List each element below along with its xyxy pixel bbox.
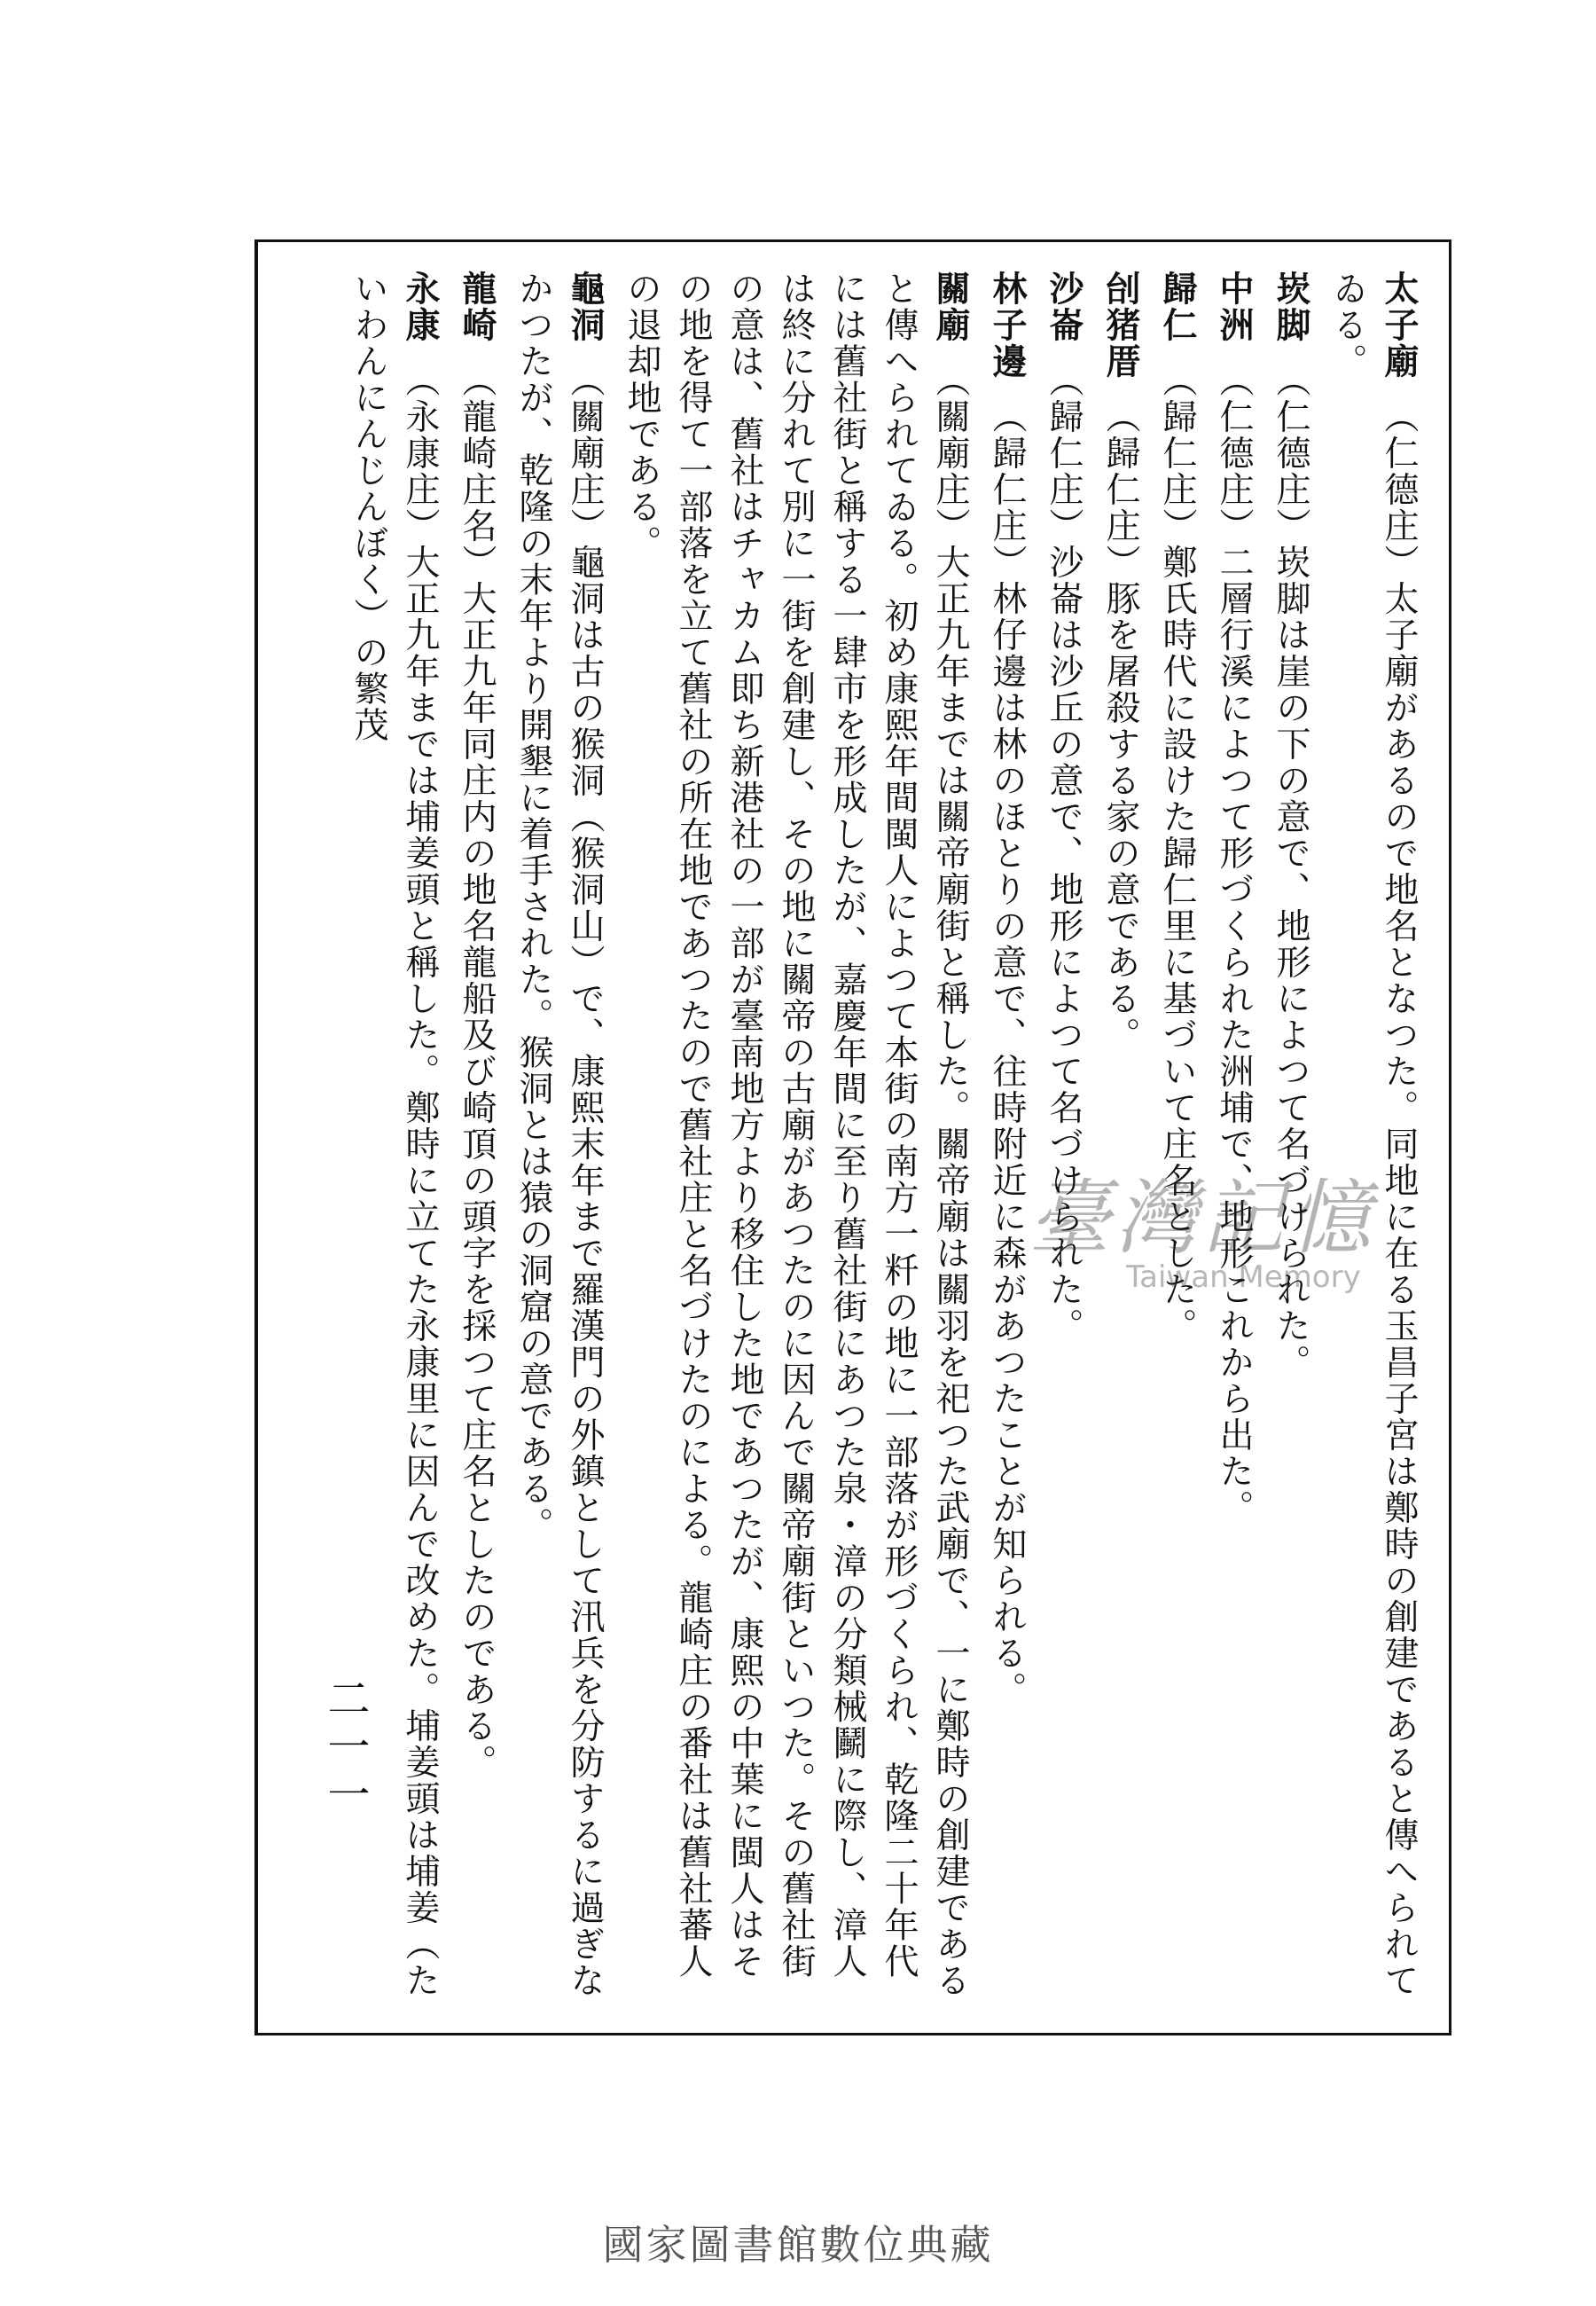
entry-taiziamiao xyxy=(1321,271,1424,2009)
vertical-text-block xyxy=(268,271,1429,2009)
entry-linzibian xyxy=(981,271,1032,2009)
entry-kanjiao xyxy=(1264,271,1316,2009)
entry-body: （關廟庄）大正九年までは關帝廟街と稱した。關帝廟は關羽を祀つた武廟で、一に鄭時の創建であると傳へられてゐる。初め康熙年間閩人によつて本街の南方一粁の地に一部落が形づくられ、乾隆二十年代には舊社街と稱する一肆市を形成したが、嘉慶年間に至り舊社街にあつた泉・漳の分類械鬭に際し、漳人は終に分れて別に一街を創建し、その地に關帝の古廟があつたのに因んで關帝廟街といつた。その舊社街の意は、舊社はチャカム即ち新港社の一部が臺南地方より移住した地であつたが、康熙の中葉に閩人はその地を得て一部落を立て舊社の所在地であつたので舊社庄と名づけたのによる。龍崎庄の番社は舊社蕃人の退却地である。 xyxy=(622,271,970,1999)
entry-head: 中洲 xyxy=(1214,271,1254,343)
entry-body: （仁德庄）太子廟があるので地名となつた。同地に在る玉昌子宮は鄭時の創建であると傳へられてゐる。 xyxy=(1327,271,1419,1999)
entry-body: （歸仁庄）林仔邊は林のほとりの意で、往時附近に森があつたことが知られる。 xyxy=(987,416,1027,1708)
entry-head: 林子邊 xyxy=(987,271,1027,380)
entry-head: 永康 xyxy=(400,271,440,343)
entry-longqi xyxy=(450,271,502,2009)
entry-head: 沙崙 xyxy=(1044,271,1084,343)
entry-head: 關廟 xyxy=(930,271,970,343)
entry-head: 龜洞 xyxy=(565,271,605,343)
entry-shalun xyxy=(1037,271,1089,2009)
entry-body: （永康庄）大正九年までは埔姜頭と稱した。鄭時に立てた永康里に因んで改めた。埔姜頭は埔姜（たいわんにんじんぼく）の繁茂 xyxy=(348,271,440,1999)
watermark-logo-text: 臺灣記憶 xyxy=(1029,1171,1377,1266)
entry-zhongzhou xyxy=(1208,271,1259,2009)
watermark-english-text: Taiwan Memory xyxy=(1126,1259,1361,1295)
entry-body: （關廟庄）龜洞は古の猴洞（猴洞山）で、康熙末年まで羅漢門の外鎮として汛兵を分防するに過ぎなかつたが、乾隆の末年より開墾に着手された。猴洞とは猿の洞窟の意である。 xyxy=(513,271,605,1999)
entry-head: 歸仁 xyxy=(1157,271,1197,343)
entry-body: （龍崎庄名）大正九年同庄内の地名龍船及び崎頂の頭字を採つて庄名としたのである。 xyxy=(457,380,497,1781)
page-number: 二一一 xyxy=(320,1676,370,1820)
entry-tizhucuo xyxy=(1094,271,1146,2009)
entry-body: （歸仁庄）豚を屠殺する家の意である。 xyxy=(1100,416,1140,1054)
entry-head: 刣猪厝 xyxy=(1100,271,1140,380)
entry-guidong xyxy=(507,271,610,2009)
entry-body: （仁德庄）二層行溪によつて形づくられた洲埔で、地形これから出た。 xyxy=(1214,380,1254,1526)
footer-collection-label: 國家圖書館數位典藏 xyxy=(602,2221,994,2269)
entry-head: 龍崎 xyxy=(457,271,497,343)
entry-body: （歸仁庄）鄭氏時代に設けた歸仁里に基づいて庄名とした。 xyxy=(1157,380,1197,1345)
entry-guiren xyxy=(1151,271,1202,2009)
entry-head: 太子廟 xyxy=(1379,271,1419,380)
entry-body: （歸仁庄）沙崙は沙丘の意で、地形によつて名づけられた。 xyxy=(1044,380,1084,1345)
entry-guanmiao xyxy=(615,271,975,2009)
entry-head: 崁脚 xyxy=(1271,271,1310,343)
entry-body: （仁德庄）崁脚は崖の下の意で、地形によつて名づけられた。 xyxy=(1271,380,1310,1381)
